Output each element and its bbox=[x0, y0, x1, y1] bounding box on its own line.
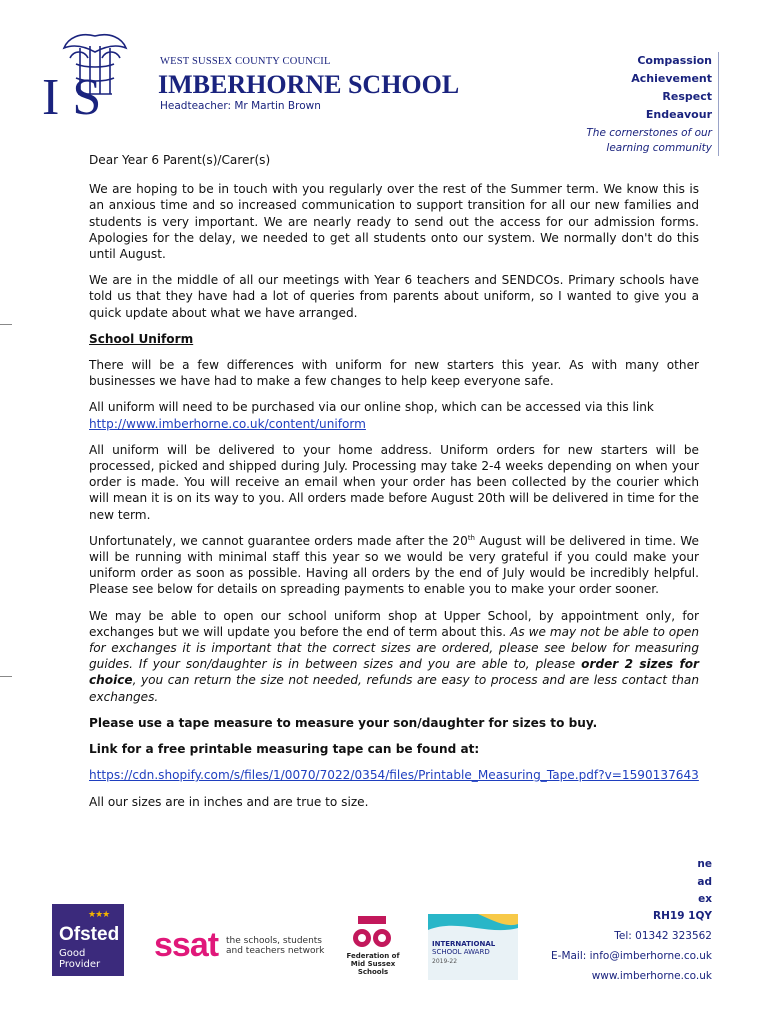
emphasis-text: , you can return the size not needed, refunds are easy to process and are less contact than exchanges. bbox=[89, 673, 699, 704]
value-item: Compassion bbox=[637, 54, 712, 67]
ofsted-title: Ofsted bbox=[59, 924, 120, 945]
international-school-award-logo bbox=[428, 914, 518, 980]
star-icon: ★★★ bbox=[88, 910, 110, 920]
award-title-line: INTERNATIONAL bbox=[432, 940, 496, 948]
school-values bbox=[631, 52, 712, 124]
school-crest-logo bbox=[40, 28, 150, 126]
paragraph: All uniform will be delivered to your home address. Uniform orders for new starters will be processed, picked and shipped during July. Processing may take 2-4 weeks depending on when your order is made. You will receive an email when your order has been collected by the courier which will mean it is on its way to you. All orders made before August 20th will be delivered in time for the new term. bbox=[89, 442, 699, 522]
ofsted-rating-line: Good bbox=[59, 948, 86, 959]
address-line: ad bbox=[697, 876, 712, 888]
address-line: ne bbox=[697, 858, 712, 870]
motto-line: The cornerstones of our bbox=[586, 127, 712, 139]
section-heading: School Uniform bbox=[89, 331, 194, 346]
ssat-tagline-line: and teachers network bbox=[226, 946, 325, 956]
postcode: RH19 1QY bbox=[653, 910, 712, 922]
website[interactable]: www.imberhorne.co.uk bbox=[591, 970, 712, 982]
paragraph-text: We may be able to open our school uniform shop at Upper School, by appointment only, for exchanges but we will update you before the end of term about this. bbox=[89, 608, 699, 639]
uniform-shop-link[interactable]: http://www.imberhorne.co.uk/content/uniform bbox=[89, 416, 366, 431]
ofsted-logo bbox=[52, 904, 124, 976]
value-item: Achievement bbox=[631, 72, 712, 85]
telephone: Tel: 01342 323562 bbox=[614, 930, 712, 942]
award-years: 2019-22 bbox=[432, 958, 458, 965]
paragraph bbox=[89, 399, 699, 431]
fold-mark bbox=[0, 676, 12, 677]
header-divider bbox=[718, 52, 719, 156]
emphasis-text: As we may not be able to open for exchanges it is important that the correct sizes are ordered, please see below for measuring guides. If your son/daughter is in between sizes and you are able to, please bbox=[89, 624, 699, 672]
paragraph-text: Unfortunately, we cannot guarantee orders made after the 20 bbox=[89, 533, 468, 548]
motto-line: learning community bbox=[606, 142, 712, 154]
school-name: IMBERHORNE SCHOOL bbox=[158, 70, 460, 99]
address-line: ex bbox=[698, 893, 712, 905]
ssat-logo: ssat bbox=[154, 926, 219, 964]
paragraph: There will be a few differences with uniform for new starters this year. As with many other businesses we have had to make a few changes to help keep everyone safe. bbox=[89, 358, 699, 389]
award-title bbox=[432, 940, 495, 956]
federation-line: Federation of bbox=[346, 952, 400, 960]
instruction-bold: Link for a free printable measuring tape can be found at: bbox=[89, 742, 480, 757]
headteacher-name: Headteacher: Mr Martin Brown bbox=[160, 100, 321, 112]
federation-label bbox=[338, 952, 408, 976]
federation-line: Schools bbox=[357, 968, 389, 976]
paragraph: All our sizes are in inches and are true to size. bbox=[89, 794, 369, 809]
paragraph bbox=[89, 533, 699, 598]
paragraph: We are hoping to be in touch with you regularly over the rest of the Summer term. We know this is an anxious time and so increased communication to support transition for all our new families and students is very important. We are nearly ready to send out the access for our admission forms. Apologies for the delay, we needed to get all students onto our system. We normally don't do this until August. bbox=[89, 182, 699, 262]
salutation: Dear Year 6 Parent(s)/Carer(s) bbox=[89, 153, 271, 167]
letter-body bbox=[89, 152, 699, 820]
paragraph bbox=[89, 608, 699, 705]
measuring-tape-link[interactable]: https://cdn.shopify.com/s/files/1/0070/7022/0354/files/Printable_Measuring_Tape.pdf?v=1590137643 bbox=[89, 768, 699, 783]
value-item: Endeavour bbox=[645, 108, 712, 121]
instruction-bold: Please use a tape measure to measure your son/daughter for sizes to buy. bbox=[89, 715, 598, 730]
paragraph-text: August will be delivered in time. We will be running with minimal staff this year so we would be very grateful if you could make your uniform order as soon as possible. Having all orders by the end of July would be incredibly helpful. Please see below for details on spreading payments to enable you to make your order sooner. bbox=[89, 533, 699, 597]
ofsted-rating-line: Provider bbox=[59, 959, 101, 970]
value-item: Respect bbox=[662, 90, 712, 103]
email-address[interactable]: E-Mail: info@imberhorne.co.uk bbox=[551, 950, 712, 962]
federation-line: Mid Sussex bbox=[350, 960, 396, 968]
paragraph: We are in the middle of all our meetings with Year 6 teachers and SENDCOs. Primary schools have told us that they have had a lot of queries from parents about uniform, so I wanted to give you a quick update about what we have arranged. bbox=[89, 273, 699, 320]
superscript: th bbox=[467, 533, 475, 542]
crest-letters: I S bbox=[42, 69, 102, 126]
emphasis-bold: order 2 sizes for choice bbox=[89, 657, 699, 688]
council-name: WEST SUSSEX COUNTY COUNCIL bbox=[160, 56, 331, 67]
paragraph-text: All uniform will need to be purchased via our online shop, which can be accessed via this link bbox=[89, 400, 654, 415]
award-title-line: SCHOOL AWARD bbox=[432, 948, 490, 956]
award-graphic-icon bbox=[428, 914, 518, 934]
ofsted-rating bbox=[59, 948, 100, 970]
paragraph bbox=[89, 767, 699, 783]
fold-mark bbox=[0, 324, 12, 325]
ssat-tagline-line: the schools, students bbox=[226, 936, 322, 946]
ssat-tagline bbox=[226, 936, 324, 956]
